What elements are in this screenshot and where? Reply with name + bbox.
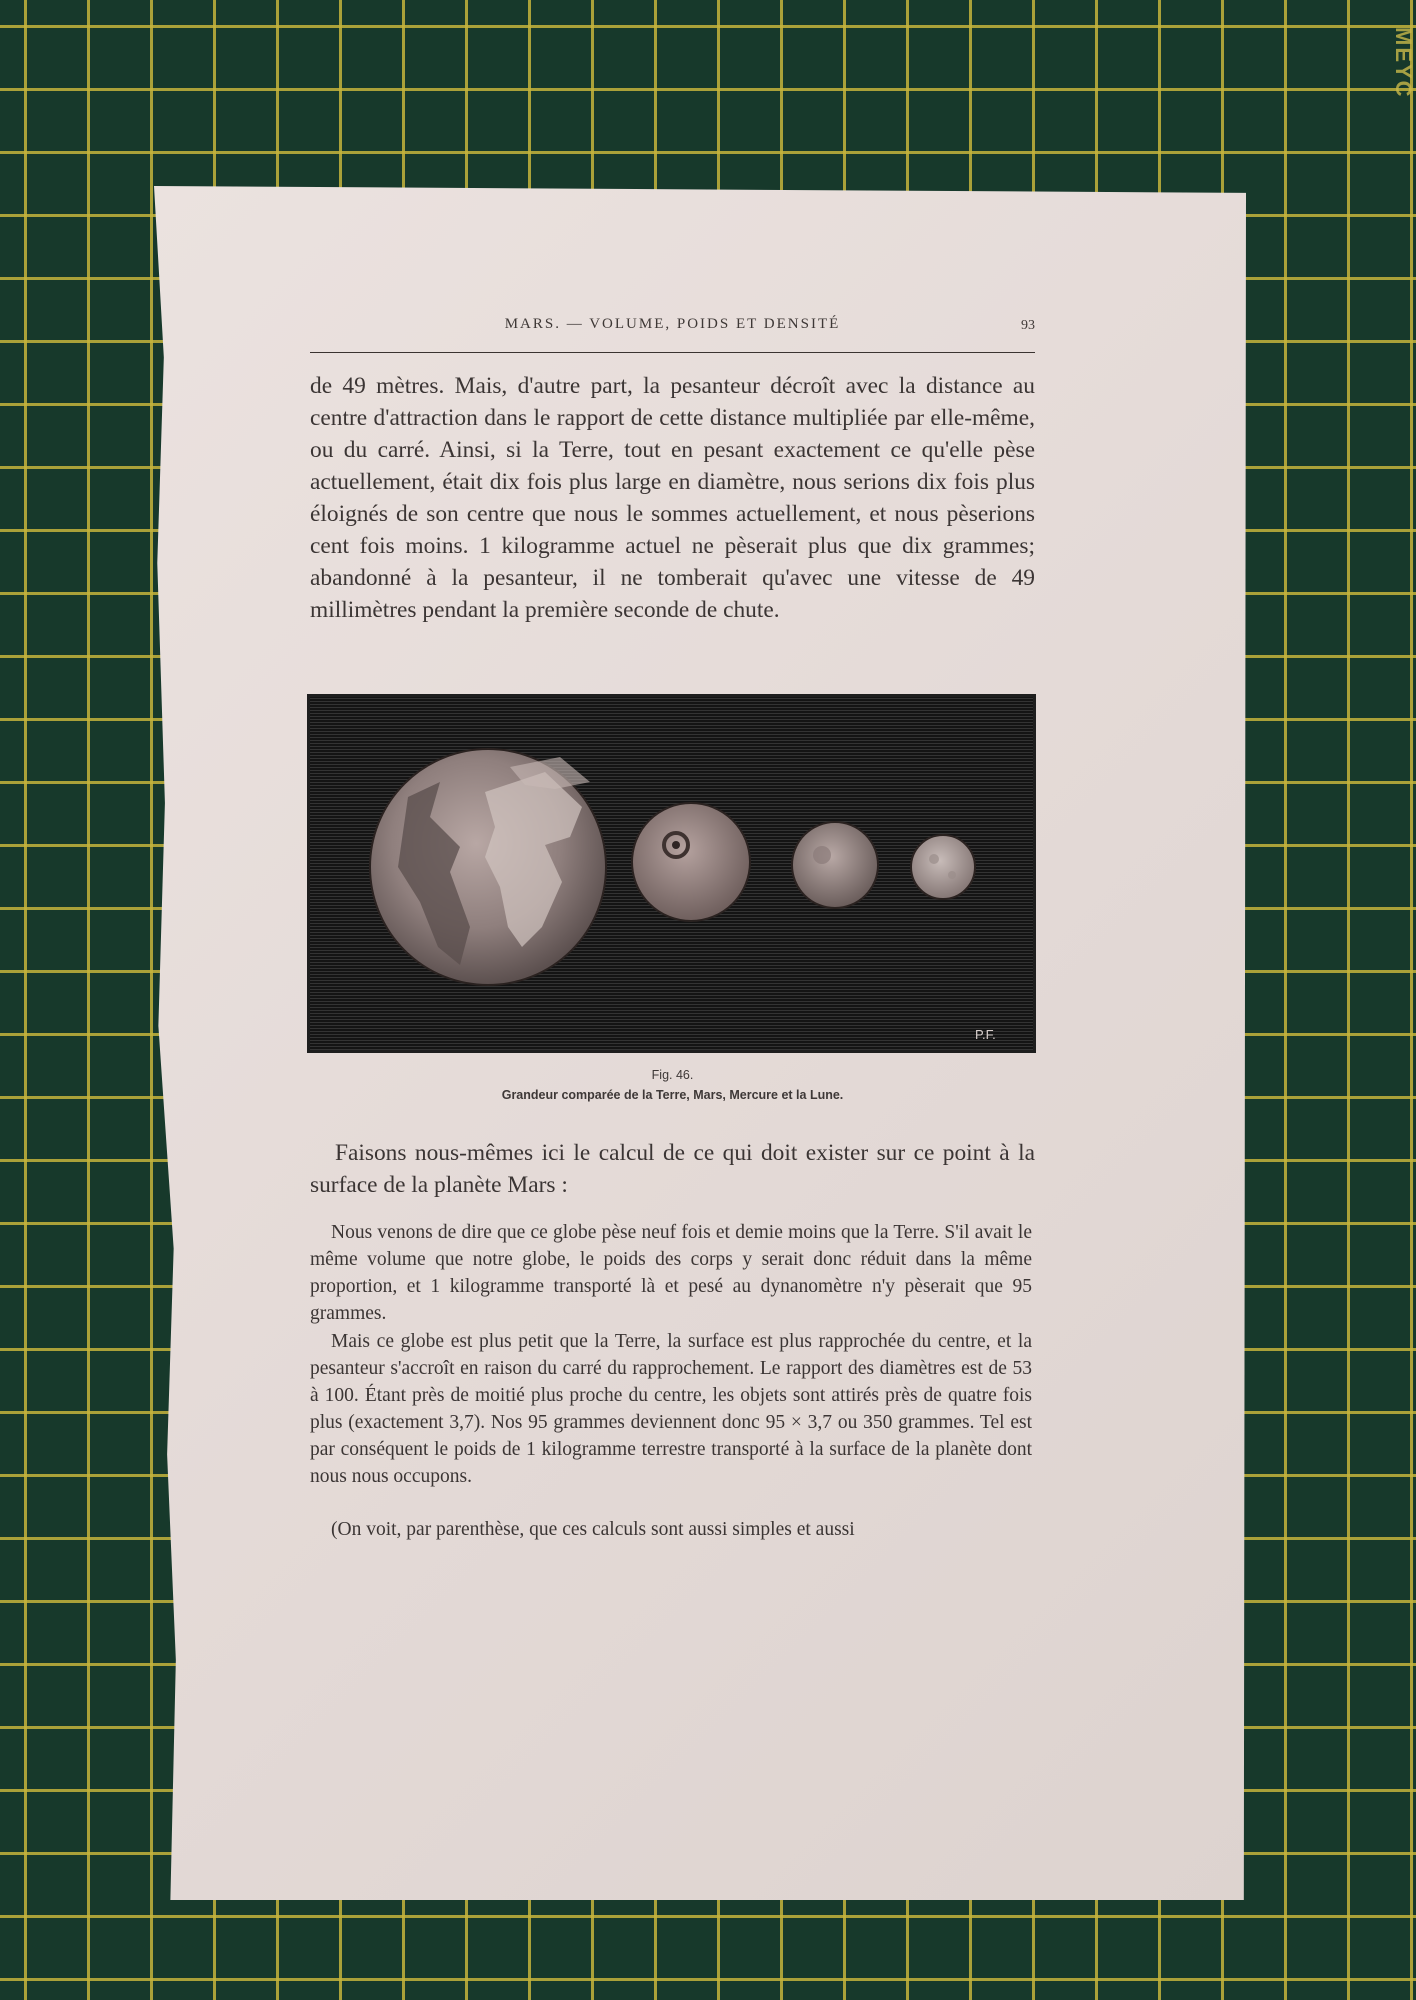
figure-caption: Grandeur comparée de la Terre, Mars, Mercure et la Lune. [501, 1088, 844, 1102]
planets-illustration [310, 697, 1033, 1050]
engraver-signature: P.F. [975, 1027, 996, 1042]
moon-globe [911, 835, 975, 899]
mars-globe [632, 803, 750, 921]
paragraph-mid: Faisons nous-mêmes ici le calcul de ce qui doit exister sur ce point à la surface de la planète Mars : [310, 1140, 1035, 1198]
running-header [310, 316, 1035, 353]
figure-number: Fig. 46. [651, 1068, 694, 1082]
small-paragraph: Nous venons de dire que ce globe pèse neuf fois et demie moins que la Terre. S'il avait le même volume que notre globe, le poids des corps y serait donc réduit dans la même proportion, et 1 kilogramme transporté là et pesé au dynanomètre n'y pèserait que 95 grammes. [310, 1222, 1032, 1324]
small-paragraph: (On voit, par parenthèse, que ces calculs sont aussi simples et aussi [331, 1519, 855, 1540]
earth-globe [370, 749, 606, 985]
cutting-mat-brand: MEYC [1391, 27, 1416, 99]
page-number: 93 [1021, 318, 1035, 333]
running-title: MARS. — VOLUME, POIDS ET DENSITÉ [504, 316, 841, 332]
small-paragraph: Mais ce globe est plus petit que la Terre, la surface est plus rapprochée du centre, et la pesanteur s'accroît en raison du carré du rapprochement. Le rapport des diamètres est de 53 à 100. Étant près de moitié plus proche du centre, les objets sont attirés près de quatre fois plus (exactement 3,7). Nos 95 grammes deviennent donc 95 × 3,7 ou 350 grammes. Tel est par conséquent le poids de 1 kilogramme terrestre transporté à la surface de la planète dont nous nous occupons. [310, 1331, 1032, 1487]
paragraph-top: de 49 mètres. Mais, d'autre part, la pesanteur décroît avec la distance au centre d'attraction dans le rapport de cette distance multipliée par elle-même, ou du carré. Ainsi, si la Terre, tout en pesant exactement ce qu'elle pèse actuellement, était dix fois plus large en diamètre, nous serions dix fois plus éloignés de son centre que nous le sommes actuellement, et nous pèserions cent fois moins. 1 kilogramme actuel ne pèserait plus que dix grammes; abandonné à la pesanteur, il ne tomberait qu'avec une vitesse de 49 millimètres pendant la première seconde de chute. [310, 373, 1035, 623]
mercury-globe [792, 822, 878, 908]
figure-engraving [307, 694, 1036, 1053]
